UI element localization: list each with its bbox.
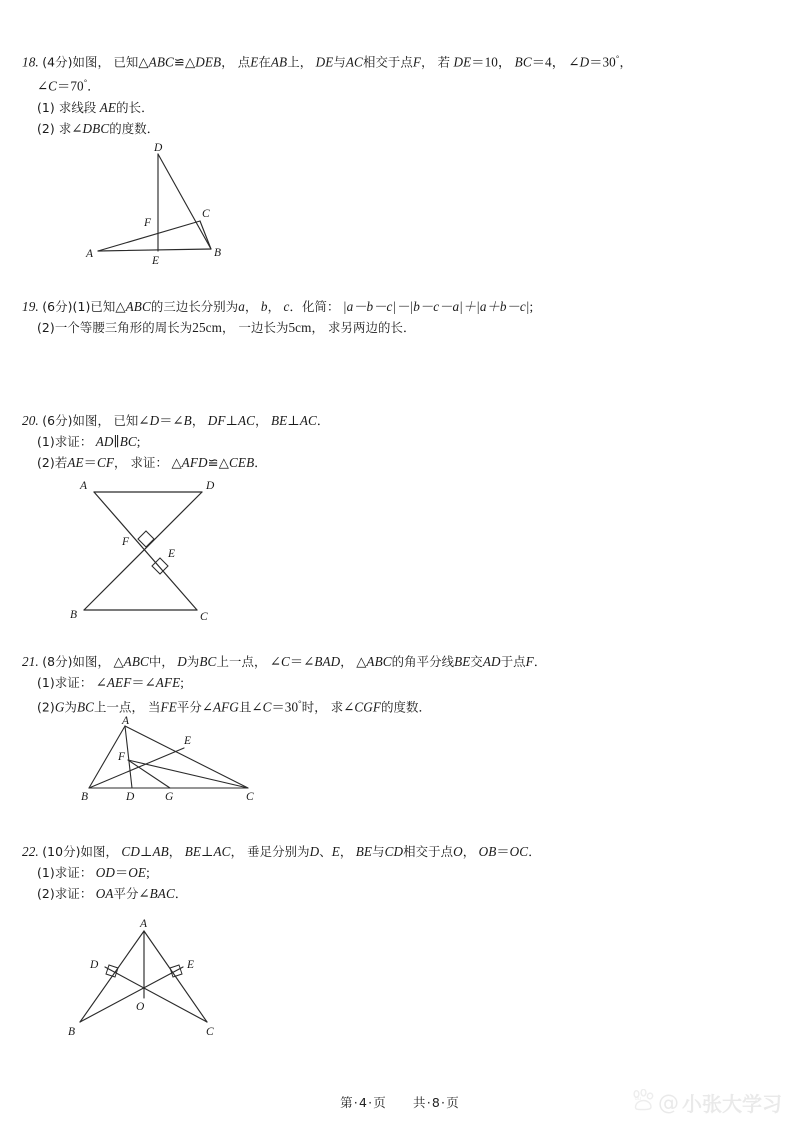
figure-18-label-C: C <box>202 208 210 220</box>
text-find-other: ， 求另两边的长． <box>311 320 416 335</box>
math-tri-abc-2: △ABC <box>356 654 392 669</box>
math-seg-bc: BC <box>199 654 217 669</box>
figure-21 <box>80 715 265 805</box>
figure-18-label-D: D <box>154 142 163 154</box>
math-seg-df: DF <box>207 413 226 428</box>
figure-21-label-A: A <box>122 715 130 727</box>
equals: ＝ <box>114 865 129 880</box>
text-degree-measure: 的度数． <box>109 120 160 136</box>
comma-2: ， <box>267 299 281 314</box>
problem-18-sub-2 <box>0 118 800 139</box>
math-angle-cgf: ∠CGF <box>343 699 382 715</box>
footer-total-pages: 共·8·页 <box>413 1095 460 1110</box>
equals: ＝ <box>496 844 510 859</box>
perp-symbol-1: ⊥ <box>225 413 239 428</box>
text-on-point: 上一点， <box>216 654 267 669</box>
text-intersect: 相交于点 <box>362 54 413 70</box>
math-angle-bad: ∠BAD <box>303 654 341 669</box>
problem-21-sub-2 <box>0 693 800 717</box>
text-foot-points: ， 垂足分别为 <box>230 844 310 859</box>
problem-number: 22. <box>22 844 39 859</box>
sub-label-2: (2) 求 <box>37 120 72 136</box>
math-bc-eq: ＝4， <box>531 54 566 70</box>
figure-18-label-F: F <box>144 217 152 229</box>
period: ． <box>528 844 541 859</box>
figure-18-label-A: A <box>86 248 94 260</box>
math-seg-cd-2: CD <box>384 844 404 859</box>
problem-18-line-2 <box>0 72 800 96</box>
watermark <box>631 1088 782 1117</box>
figure-22-label-E: E <box>187 959 195 971</box>
figure-22-label-O: O <box>136 1001 145 1013</box>
segment-db <box>84 492 202 610</box>
segment-be <box>89 748 184 788</box>
math-seg-ae: AE <box>99 99 117 115</box>
text-wei: 为 <box>64 699 77 715</box>
text-zhong: 中， <box>148 654 174 669</box>
problem-20-line-1 <box>0 410 800 431</box>
math-angle-bac: ∠BAC <box>138 886 175 901</box>
math-seg-oc: OC <box>509 844 529 859</box>
math-seg-fe: FE <box>160 699 177 715</box>
problem-number: 18. <box>22 54 39 70</box>
math-seg-ac-2: AC <box>299 413 317 428</box>
comma-2: ， <box>255 413 268 428</box>
footer-current-page: 第·4·页 <box>340 1095 387 1110</box>
degree-symbol: ° <box>615 53 620 63</box>
segment-fc <box>128 760 248 788</box>
figure-22 <box>62 905 262 1040</box>
text-shang: 上， <box>287 54 313 70</box>
segment-ac <box>94 492 197 610</box>
text-if: ， 若 <box>421 54 451 70</box>
math-angle-aef: ∠AEF <box>95 675 132 690</box>
equals: ＝ <box>131 675 145 690</box>
problem-score: (4分) <box>42 54 73 70</box>
comma-1: ， <box>244 299 258 314</box>
math-seg-ac: AC <box>345 54 363 70</box>
math-perimeter: 25cm <box>192 320 222 335</box>
period: ． <box>254 455 267 470</box>
math-seg-be-2: BE <box>355 844 373 859</box>
math-seg-cd: CD <box>121 844 140 859</box>
text-known: 已知 <box>113 413 139 428</box>
text-and: 且 <box>238 699 252 715</box>
math-angle-afe: ∠AFE <box>144 675 181 690</box>
segment-db <box>158 154 211 249</box>
figure-21-label-B: B <box>81 791 89 803</box>
problem-number: 19. <box>22 299 39 314</box>
sub-label-1: (1)求证： <box>37 675 93 690</box>
text-prove: ， 求证： <box>114 455 169 470</box>
math-seg-ad: AD <box>482 654 501 669</box>
figure-22-label-A: A <box>140 918 148 930</box>
segment-fg <box>128 760 170 788</box>
problem-number: 20. <box>22 413 39 428</box>
svg-text:du: du <box>634 1095 641 1102</box>
text-point: ， 点 <box>221 54 251 70</box>
segment-be <box>80 967 183 1022</box>
degree-symbol: ° <box>298 698 302 708</box>
degree-symbol: ° <box>83 77 88 88</box>
problem-21-sub-1 <box>0 672 800 693</box>
problem-score: (6分) <box>42 299 73 314</box>
math-side-length: 5cm <box>288 320 312 335</box>
figure-20-label-E: E <box>168 548 176 560</box>
period: ． <box>533 654 547 669</box>
math-angle-d: ∠D <box>138 413 160 428</box>
text-ruti: 如图， <box>72 54 111 70</box>
text-three-sides: 的三边长分别为 <box>150 299 239 314</box>
comma: ， <box>619 54 632 70</box>
text-when-find: 时， 求 <box>301 699 344 715</box>
semicolon: ; <box>529 299 534 314</box>
math-angle-c: ∠C <box>269 654 290 669</box>
problem-18-sub-1 <box>0 97 800 118</box>
math-var-b: b <box>260 299 268 314</box>
math-seg-ae: AE <box>67 455 84 470</box>
perp-symbol-1: ⊥ <box>139 844 153 859</box>
problem-18-line-1 <box>0 48 800 72</box>
math-angle-c-eq: ＝70 <box>57 78 84 94</box>
period: ． <box>87 78 100 94</box>
comma-2: ， <box>339 844 353 859</box>
figure-22-label-B: B <box>68 1026 76 1038</box>
problem-21-line-1 <box>0 651 800 672</box>
math-angle-c-eq: ＝30 <box>271 699 299 715</box>
problem-number: 21. <box>22 654 39 669</box>
text-bisects: 平分 <box>176 699 202 715</box>
math-angle-b: ∠B <box>172 413 192 428</box>
math-tri-abc: △ABC <box>115 299 151 314</box>
comma-1: ， <box>340 654 353 669</box>
math-var-a: a <box>238 299 245 314</box>
math-seg-ad: AD <box>95 434 114 449</box>
problem-score: (10分) <box>42 844 81 859</box>
cong-symbol: ≌ <box>207 455 219 470</box>
comma-3: ， <box>462 844 476 859</box>
math-bc-value: BC <box>514 54 532 70</box>
text-length: 的长． <box>116 99 154 115</box>
text-intersect: 相交于点 <box>403 844 454 859</box>
sub-label-1: (1)求证： <box>37 434 93 449</box>
segment-ad <box>125 726 132 788</box>
semicolon: ; <box>146 865 150 880</box>
math-point-e: E <box>331 844 340 859</box>
text-degree-measure: 的度数． <box>381 699 432 715</box>
equals: ＝ <box>83 455 97 470</box>
math-seg-ob: OB <box>478 844 497 859</box>
text-simplify: ．化简： <box>289 299 340 314</box>
math-seg-ab: AB <box>152 844 169 859</box>
text-on-point-when: 上一点， 当 <box>94 699 161 715</box>
period: ． <box>174 886 188 901</box>
problem-19-line-1 <box>0 296 800 317</box>
semicolon: ; <box>180 675 185 690</box>
problem-20 <box>0 410 800 623</box>
sub-label-2: (2)若 <box>37 455 68 470</box>
equals-1: ＝ <box>289 654 304 669</box>
problem-19 <box>0 296 800 338</box>
figure-21-label-D: D <box>126 791 135 803</box>
text-with: 与 <box>372 844 385 859</box>
figure-21-label-F: F <box>118 751 126 763</box>
text-with: 与 <box>333 54 346 70</box>
problem-18 <box>0 48 800 266</box>
perp-symbol-2: ⊥ <box>287 413 300 428</box>
semicolon: ; <box>136 434 141 449</box>
problem-score: (6分) <box>42 413 73 428</box>
figure-20-label-A: A <box>80 480 88 492</box>
math-point-d: D <box>309 844 320 859</box>
math-angle-afg: ∠AFG <box>201 699 239 715</box>
problem-22 <box>0 841 800 1038</box>
figure-22-label-C: C <box>206 1026 214 1038</box>
segment-cd <box>105 967 207 1022</box>
comma-1: ， <box>191 413 205 428</box>
text-ruti: 如图， <box>80 844 119 859</box>
figure-20-label-B: B <box>70 609 78 621</box>
problem-20-sub-1 <box>0 431 800 452</box>
math-point-d: D <box>177 654 187 669</box>
dot-separator: 、 <box>319 844 332 859</box>
math-seg-de: DE <box>315 54 334 70</box>
math-angle-d-eq: ＝30 <box>589 54 616 70</box>
math-seg-ac: AC <box>213 844 231 859</box>
math-tri-abc: △ABC <box>138 54 174 70</box>
text-jiao: 交 <box>470 654 483 669</box>
figure-21-label-C: C <box>246 791 254 803</box>
math-seg-be: BE <box>454 654 471 669</box>
math-seg-be: BE <box>184 844 201 859</box>
text-wei: 为 <box>186 654 200 669</box>
math-seg-oa: OA <box>95 886 114 901</box>
math-seg-cf: CF <box>96 455 115 470</box>
problem-22-sub-1 <box>0 862 800 883</box>
math-de-eq: ＝10， <box>471 54 512 70</box>
problem-22-sub-2 <box>0 883 800 904</box>
math-tri-ceb: △CEB <box>218 455 255 470</box>
math-seg-ab: AB <box>270 54 288 70</box>
problem-score: (8分) <box>42 654 73 669</box>
figure-21-label-E: E <box>184 735 192 747</box>
math-var-c: c <box>283 299 290 314</box>
math-seg-be: BE <box>270 413 288 428</box>
figure-18-label-E: E <box>152 255 160 266</box>
math-seg-oe: OE <box>128 865 147 880</box>
math-seg-bc: BC <box>119 434 137 449</box>
problem-20-sub-2 <box>0 452 800 473</box>
text-known: 已知 <box>113 54 139 70</box>
math-tri-deb: △DEB <box>185 54 222 70</box>
sub-label-2: (2) <box>37 699 55 715</box>
text-bisector: 的角平分线 <box>391 654 455 669</box>
math-point-f: F <box>525 654 534 669</box>
figure-20-label-C: C <box>200 611 208 623</box>
math-seg-od: OD <box>95 865 115 880</box>
perp-symbol-2: ⊥ <box>201 844 214 859</box>
math-point-o: O <box>453 844 463 859</box>
figure-22-label-D: D <box>90 959 99 971</box>
math-seg-ac-1: AC <box>238 413 256 428</box>
problem-21 <box>0 651 800 803</box>
text-on: 在 <box>258 54 271 70</box>
math-seg-bc-2: BC <box>76 699 95 715</box>
figure-18 <box>78 141 238 266</box>
math-expression: |a－b－c|－|b－c－a|＋|a＋b－c| <box>342 299 530 314</box>
text-ruti: 如图， <box>72 654 111 669</box>
comma-1: ， <box>168 844 182 859</box>
text-bisects: 平分 <box>113 886 139 901</box>
sub-label-2: (2)求证： <box>37 886 93 901</box>
sub-label-2: (2)一个等腰三角形的周长为 <box>37 320 193 335</box>
baidu-paw-icon <box>631 1089 655 1116</box>
math-de-value: DE <box>453 54 472 70</box>
figure-20-label-D: D <box>206 480 215 492</box>
sub-label-1: (1)已知 <box>72 299 116 314</box>
cong-symbol: ≌ <box>173 54 186 70</box>
figure-20 <box>62 478 262 623</box>
figure-20-label-F: F <box>122 536 130 548</box>
math-angle-c: ∠C <box>37 78 58 94</box>
math-angle-d: ∠D <box>568 54 590 70</box>
text-one-side: ， 一边长为 <box>221 320 289 335</box>
math-angle-c-2: ∠C <box>251 699 272 715</box>
watermark-text: 小张大学习 <box>682 1092 782 1116</box>
math-angle-dbc: ∠DBC <box>71 120 110 136</box>
period: ． <box>316 413 330 428</box>
problem-22-line-1 <box>0 841 800 862</box>
text-at-point: 于点 <box>500 654 526 669</box>
math-point-g: G <box>54 699 65 715</box>
math-point-f: F <box>412 54 422 70</box>
math-tri-afd: △AFD <box>171 455 208 470</box>
text-ruti: 如图， <box>72 413 111 428</box>
figure-18-label-B: B <box>214 247 222 259</box>
watermark-at: @ <box>658 1090 679 1115</box>
segment-ab <box>98 249 211 251</box>
math-tri-abc-1: △ABC <box>113 654 149 669</box>
sub-label-1: (1) 求线段 <box>37 99 97 115</box>
segment-cb <box>200 221 211 249</box>
problem-19-sub-2 <box>0 317 800 338</box>
equals-1: ＝ <box>159 413 173 428</box>
figure-21-label-G: G <box>165 791 174 803</box>
parallel-symbol: ∥ <box>113 434 120 449</box>
sub-label-1: (1)求证： <box>37 865 93 880</box>
math-point-e: E <box>250 54 259 70</box>
